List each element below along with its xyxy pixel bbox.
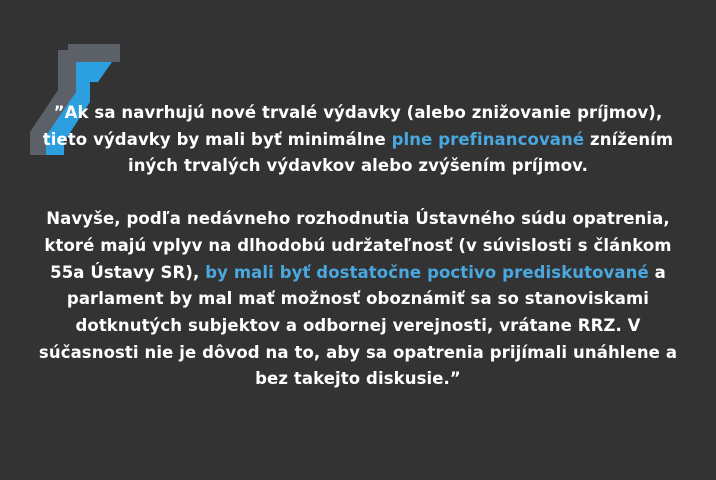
quote-paragraph-2 xyxy=(34,206,682,393)
quote-p1-part2: znížením iných trvalých výdavkov alebo zvýšením príjmov. xyxy=(127,129,674,176)
quote-p1-part1: ”Ak sa navrhujú nové trvalé výdavky (alebo znižovanie príjmov), tieto výdavky by mali byť minimálne xyxy=(42,103,663,149)
quote-p2-part1: Navyše, podľa nedávneho rozhodnutia Ústavného súdu opatrenia, ktoré majú vplyv na dlhodobú udržateľnosť (v súvislosti s článkom 55a Ústavy SR), xyxy=(44,209,672,282)
quote-p2-highlight1: by mali byť dostatočne poctivo prediskutované xyxy=(205,262,649,282)
quote-paragraph-1 xyxy=(34,100,682,180)
quote-p1-highlight1: plne prefinancované xyxy=(391,129,585,149)
quote-p2-part2: a parlament by mal mať možnosť oboznámiť sa so stanoviskami dotknutých subjektov a odbornej verejnosti, vrátane RRZ. V súčasnosti nie je dôvod na to, aby sa opatrenia prijímali unáhlene a bez takejto diskusie.” xyxy=(38,262,678,389)
quote-text xyxy=(0,100,716,393)
